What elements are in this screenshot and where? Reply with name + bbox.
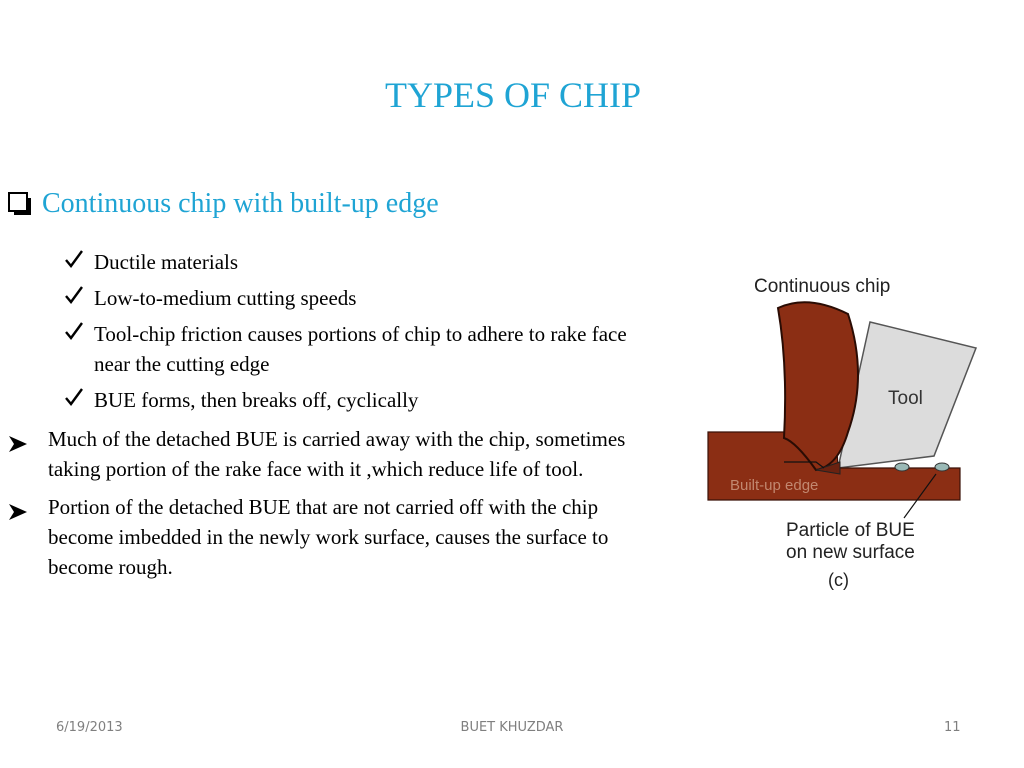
section-heading <box>8 188 439 220</box>
list-item-text: Low-to-medium cutting speeds <box>94 286 357 310</box>
checkmark-icon <box>64 247 86 279</box>
footer-page-number: 11 <box>944 720 961 735</box>
bue-particle <box>895 463 909 471</box>
list-item <box>64 319 664 379</box>
checkmark-icon <box>64 283 86 315</box>
list-item <box>8 492 648 582</box>
checkmark-icon <box>64 319 86 351</box>
checkmark-icon <box>64 385 86 417</box>
list-item <box>8 424 648 484</box>
list-item <box>64 283 664 313</box>
diagram-label-particle-1: Particle of BUE <box>786 520 915 541</box>
bue-particle <box>935 463 949 471</box>
arrow-bullet-icon <box>8 431 28 449</box>
list-item-text: Much of the detached BUE is carried away with the chip, sometimes taking portion of the rake face with it ,which reduce life of tool. <box>48 427 626 481</box>
diagram-label-c: (c) <box>828 570 849 590</box>
list-item-text: Tool-chip friction causes portions of chip to adhere to rake face near the cutting edge <box>94 322 627 376</box>
list-item-text: Portion of the detached BUE that are not carried off with the chip become imbedded in the newly work surface, causes the surface to become rough. <box>48 495 609 579</box>
arrow-list <box>8 424 648 590</box>
checkbox-bullet-icon <box>8 192 32 216</box>
list-item <box>64 385 664 415</box>
arrow-bullet-icon <box>8 499 28 517</box>
diagram-label-particle-2: on new surface <box>786 542 915 563</box>
check-list <box>64 247 664 421</box>
footer-date: 6/19/2013 <box>56 720 123 735</box>
list-item <box>64 247 664 277</box>
list-item-text: Ductile materials <box>94 250 239 274</box>
slide-title: TYPES OF CHIP <box>384 75 642 115</box>
footer-organization: BUET KHUZDAR <box>460 720 564 735</box>
list-item-text: BUE forms, then breaks off, cyclically <box>94 388 419 412</box>
bue-diagram <box>698 256 984 596</box>
section-heading-text: Continuous chip with built-up edge <box>42 188 439 219</box>
diagram-label-bue: Built-up edge <box>730 477 819 494</box>
diagram-label-chip: Continuous chip <box>754 276 891 297</box>
diagram-label-tool: Tool <box>888 388 923 409</box>
